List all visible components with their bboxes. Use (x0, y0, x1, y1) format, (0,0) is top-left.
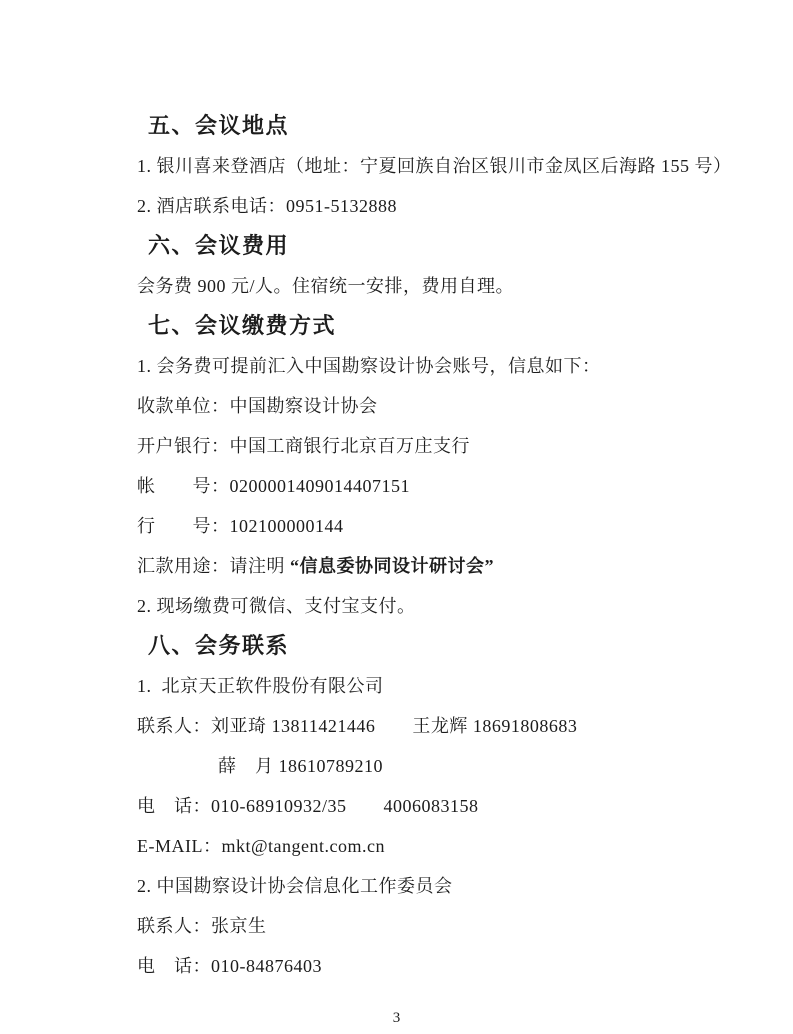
company1-contacts-line2: 薛 月 18610789210 (218, 756, 383, 776)
company1-phone-line: 电 话：010-68910932/35 4006083158 (137, 796, 479, 816)
section-5-heading: 五、会议地点 (148, 113, 290, 138)
section-7-heading: 七、会议缴费方式 (148, 313, 337, 338)
company1-contacts-line: 联系人：刘亚琦 13811421446 王龙辉 18691808683 (137, 716, 578, 736)
payee-line: 收款单位：中国勘察设计协会 (137, 396, 378, 416)
company2-line: 2. 中国勘察设计协会信息化工作委员会 (137, 876, 453, 896)
company2-contacts-line: 联系人：张京生 (137, 916, 267, 936)
company2-phone-line: 电 话：010-84876403 (137, 956, 322, 976)
document-content (0, 106, 793, 986)
section-8-heading: 八、会务联系 (148, 633, 290, 658)
page-number: 3 (392, 1010, 401, 1026)
remittance-purpose-line (0, 546, 793, 586)
company1-email-line: E-MAIL：mkt@tangent.com.cn (137, 836, 386, 856)
fee-line: 会务费 900 元/人。住宿统一安排，费用自理。 (137, 276, 514, 296)
venue-line: 1. 银川喜来登酒店（地址：宁夏回族自治区银川市金凤区后海路 155 号） (137, 156, 732, 176)
account-number-line: 帐 号：0200001409014407151 (137, 476, 410, 496)
payment-intro-line: 1. 会务费可提前汇入中国勘察设计协会账号，信息如下： (137, 356, 601, 376)
company1-line: 1. 北京天正软件股份有限公司 (137, 676, 384, 696)
hotel-phone-line: 2. 酒店联系电话：0951-5132888 (137, 196, 397, 216)
onsite-payment-line: 2. 现场缴费可微信、支付宝支付。 (137, 596, 416, 616)
bank-line: 开户银行：中国工商银行北京百万庄支行 (137, 436, 470, 456)
remittance-purpose-bold: “信息委协同设计研讨会” (290, 556, 494, 576)
remittance-purpose-prefix: 汇款用途：请注明 (137, 556, 290, 576)
section-6-heading: 六、会议费用 (148, 233, 290, 258)
bank-number-line: 行 号：102100000144 (137, 516, 344, 536)
